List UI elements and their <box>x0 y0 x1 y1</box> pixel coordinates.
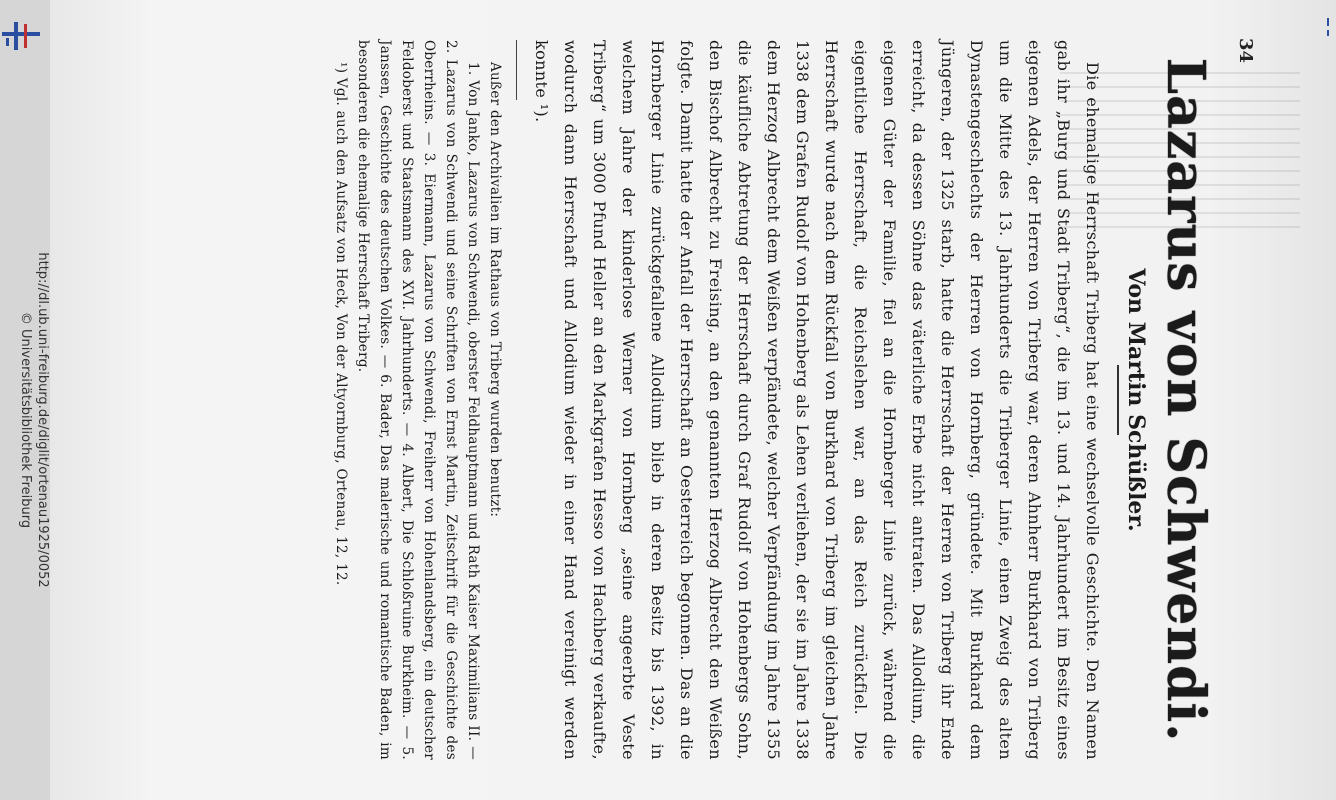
sources-intro: Außer den Archivalien im Rathaus von Triberg wurden benutzt: <box>487 62 503 518</box>
scan-edge-marks <box>1326 18 1332 38</box>
title-rule <box>1117 365 1119 435</box>
viewer-sidebar <box>0 0 50 800</box>
article-title: Lazarus von Schwendi. <box>1155 57 1216 743</box>
article <box>330 40 1216 760</box>
credit-copyright: © Universitätsbibliothek Freiburg <box>18 311 33 529</box>
sources-list: 1. Von Janko, Lazarus von Schwendi, oberster Feldhauptmann und Rath Kaiser Maximilians II. — 2. Lazarus von Schwendi und seine Schriften von Ernst Martin, Zeitschrift für die Geschichte des Oberrheins. — 3. Eiermann, Lazarus von Schwendi, Freiherr von Hohenlandsberg, ein deutscher Feldoberst und Staatsmann des XVI. Jahrhunderts. — 4. Albert, Die Schloßruine Burkheim. — 5. Janssen, Geschichte des deutschen Volkes. — 6. Bader, Das malerische und romantische Baden, im besonderen die ehemalige Herrschaft Triberg. <box>355 40 481 760</box>
library-credit <box>17 252 51 587</box>
scanned-page <box>50 0 1336 800</box>
footnote: ¹) Vgl. auch den Aufsatz von Heck, Von der Altyornburg, Ortenau, 12, 12. <box>333 62 349 586</box>
body-paragraph: Die ehemalige Herrschaft Triberg hat eine wechselvolle Geschichte. Den Namen gab ihr „Burg und Stadt Triberg“, die im 13. und 14. Jahrhundert im Besitz eines eigenen Adels, der Herren von Triberg war, deren Ahnherr Burkhard von Triberg um die Mitte des 13. Jahrhunderts die Triberger Linie, einen Zweig des alten Dynastengeschlechts der Herren von Hornberg, gründete. Mit Burkhard dem Jüngeren, der 1325 starb, hatte die Herrschaft der Herren von Triberg ihr Ende erreicht, da dessen Söhne das väterliche Erbe nicht antraten. Das Allodium, die eigenen Güter der Familie, fiel an die Hornberger Linie zurück, während die eigentliche Herrschaft, die Reichslehen war, an das Reich zurückfiel. Die Herrschaft wurde nach dem Rückfall von Burkhard von Triberg im gleichen Jahre 1338 dem Grafen Rudolf von Hohenberg als Lehen verliehen, der sie im Jahre 1338 dem Herzog Albrecht dem Weißen verpfändete, welcher Verpfändung im Jahre 1355 die käufliche Abtretung der Herrschaft durch Graf Rudolf von Hohenbergs Sohn, den Bischof Albrecht zu Freising, an den genannten Herzog Albrecht den Weißen folgte. Damit hatte der Anfall der Herrschaft an Oesterreich begonnen. Das an die Hornberger Linie zurückgefallene Allodium blieb in deren Besitz bis 1392, in welchem Jahre der kinderlose Werner von Hornberg „seine angeerbte Veste Triberg“ um 3000 Pfund Heller an den Markgrafen Hesso von Hachberg verkaufte, wodurch dann Herrschaft und Allodium wieder in einer Hand vereinigt werden konnte ¹). <box>532 40 1102 760</box>
rotated-page-content <box>50 0 1336 800</box>
credit-url[interactable]: http://dl.ub.uni-freiburg.de/diglit/ortenau1925/0052 <box>35 252 50 588</box>
library-logo-icon <box>2 22 40 50</box>
footnote-rule <box>516 40 517 100</box>
page-number: 34 <box>1235 38 1256 64</box>
article-byline: Von Martin Schüßler. <box>1123 268 1149 532</box>
